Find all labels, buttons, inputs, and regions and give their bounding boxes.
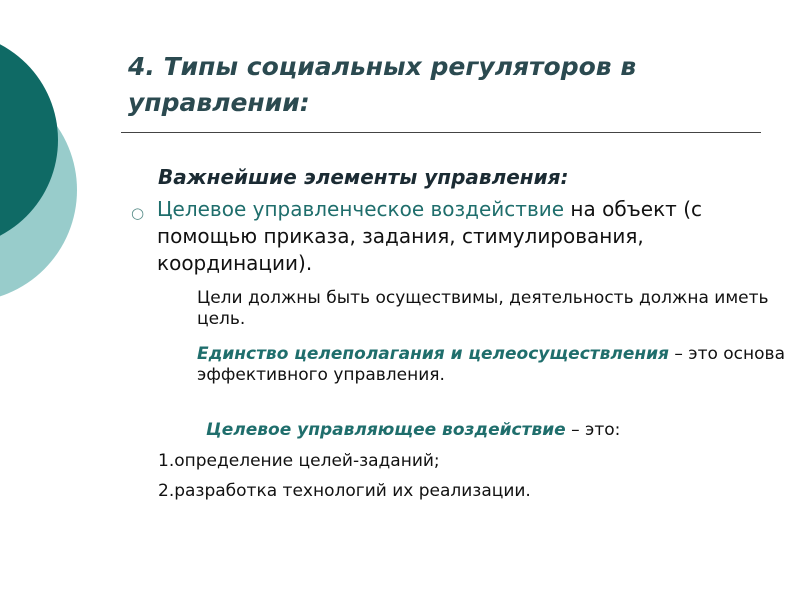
unity-rest: – это основа эффективного управления. [197,344,785,385]
list-item: 2.разработка технологий их реализации. [158,481,531,501]
slide-title: 4. Типы социальных регуляторов в управлении: [128,52,637,117]
decorative-circles [0,0,130,330]
unity-paragraph [157,344,800,386]
bullet-item-rest: на объект (с помощью приказа, задания, стимулирования, координации). [157,197,702,275]
goals-paragraph: Цели должны быть осуществимы, деятельность должна иметь цель. [197,288,769,329]
target-term: Целевое управляющее воздействие [206,420,566,440]
bullet-item-text [157,196,757,277]
unity-term: Единство целеполагания и целеосуществления [197,344,669,364]
section-heading: Важнейшие элементы управления: [158,165,569,189]
highlighted-term: Целевое управленческое воздействие [157,197,565,221]
bullet-circle-icon: ○ [131,204,145,222]
list-item: 1.определение целей-заданий; [158,451,440,471]
target-rest: – это: [565,420,621,440]
target-paragraph [158,420,800,441]
title-divider [121,132,761,133]
